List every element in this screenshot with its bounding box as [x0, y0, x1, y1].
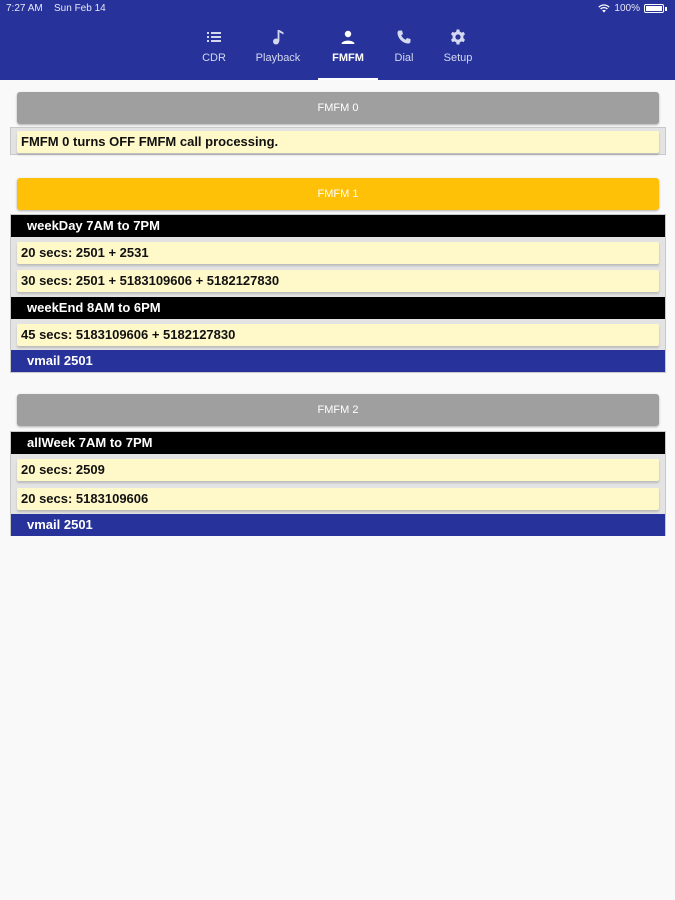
tab-fmfm[interactable]	[318, 24, 378, 80]
tab-label: CDR	[202, 52, 226, 64]
ring-group-item[interactable]: 20 secs: 5183109606	[17, 488, 659, 510]
vmail-row[interactable]: vmail 2501	[11, 514, 665, 536]
fmfm0-button[interactable]: FMFM 0	[17, 92, 659, 124]
status-right	[598, 3, 667, 14]
ring-group-item[interactable]: 20 secs: 2501 + 2531	[17, 242, 659, 264]
status-date: Sun Feb 14	[54, 3, 106, 14]
tab-playback[interactable]	[250, 24, 306, 80]
fmfm0-list	[10, 127, 666, 155]
list-icon	[205, 28, 223, 46]
ring-group-item[interactable]: 45 secs: 5183109606 + 5182127830	[17, 324, 659, 346]
tab-dial[interactable]	[388, 24, 420, 80]
tab-label: FMFM	[332, 52, 364, 64]
tab-setup[interactable]	[438, 24, 478, 80]
fmfm2-button[interactable]: FMFM 2	[17, 394, 659, 426]
schedule-header[interactable]: allWeek 7AM to 7PM	[11, 432, 665, 454]
schedule-header[interactable]: weekEnd 8AM to 6PM	[11, 297, 665, 319]
status-bar	[0, 0, 675, 18]
top-bar	[0, 0, 675, 80]
status-time: 7:27 AM	[6, 3, 43, 14]
tab-label: Dial	[394, 52, 414, 64]
wifi-icon	[598, 4, 610, 13]
battery-percent: 100%	[614, 3, 640, 14]
fmfm1-button[interactable]: FMFM 1	[17, 178, 659, 210]
gear-icon	[449, 28, 467, 46]
tab-cdr[interactable]	[196, 24, 232, 80]
ring-group-item[interactable]: 20 secs: 2509	[17, 459, 659, 481]
fmfm0-note: FMFM 0 turns OFF FMFM call processing.	[17, 131, 659, 153]
fmfm2-list	[10, 431, 666, 536]
person-icon	[339, 28, 357, 46]
phone-icon	[395, 28, 413, 46]
battery-icon	[644, 4, 664, 13]
ring-group-item[interactable]: 30 secs: 2501 + 5183109606 + 5182127830	[17, 270, 659, 292]
schedule-header[interactable]: weekDay 7AM to 7PM	[11, 215, 665, 237]
tab-bar	[0, 24, 675, 80]
active-tab-indicator	[318, 78, 378, 80]
tab-label: Playback	[255, 52, 301, 64]
fmfm1-list	[10, 214, 666, 373]
vmail-row[interactable]: vmail 2501	[11, 350, 665, 372]
music-note-icon	[269, 28, 287, 46]
tab-label: Setup	[443, 52, 473, 64]
